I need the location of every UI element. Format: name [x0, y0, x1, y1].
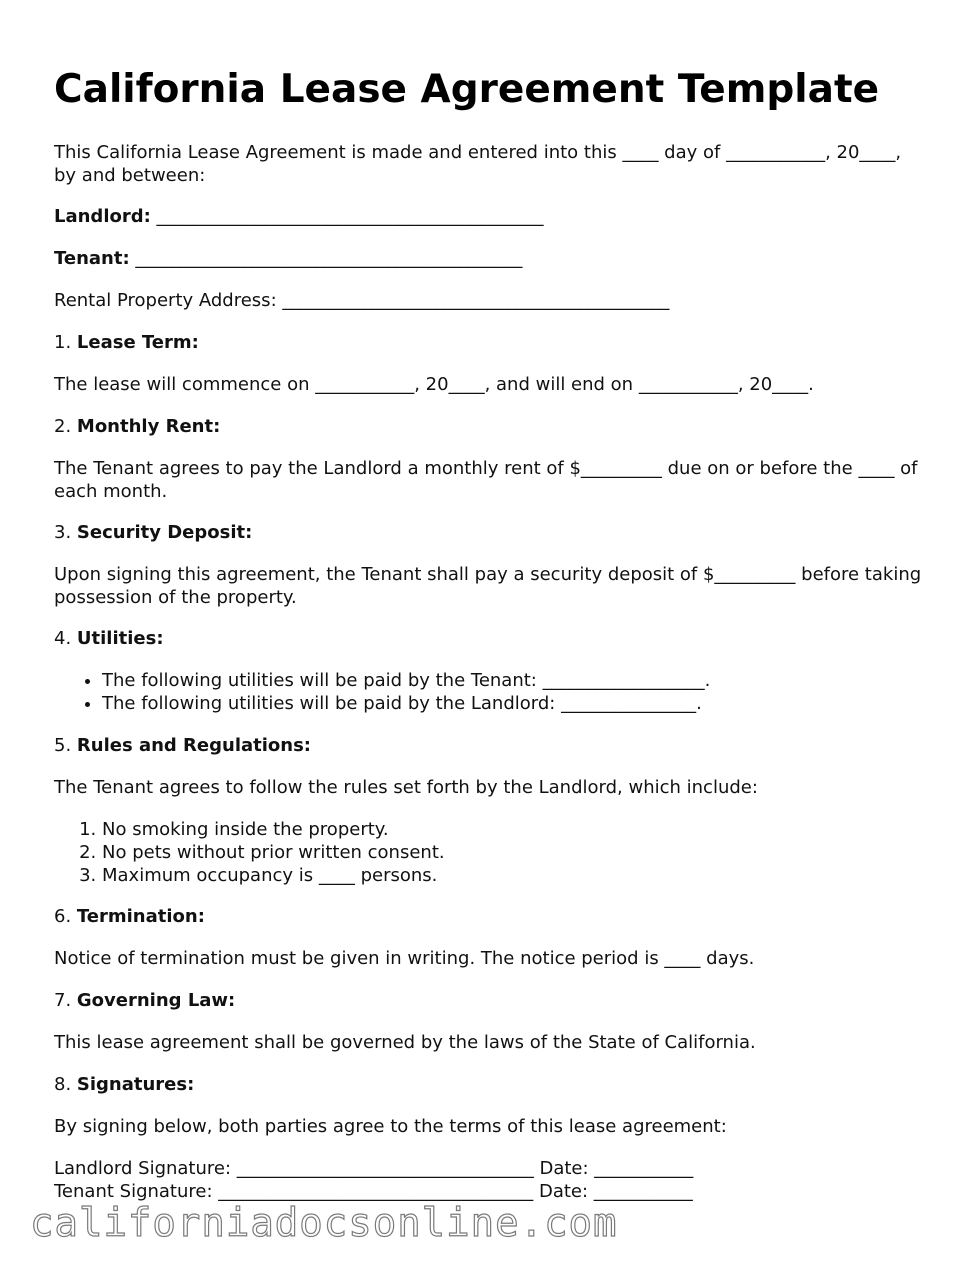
section-number: 1.	[54, 332, 77, 353]
section-heading-lease-term	[54, 331, 924, 354]
document-title: California Lease Agreement Template	[54, 67, 880, 112]
section-title: Governing Law:	[76, 990, 236, 1011]
watermark: californiadocsonline.com	[30, 1201, 618, 1246]
section-heading-rules	[54, 734, 924, 757]
section-title: Lease Term:	[76, 332, 199, 353]
landlord-line	[54, 205, 924, 228]
tenant-line	[54, 247, 924, 270]
utilities-list	[54, 669, 922, 715]
section-heading-termination	[54, 905, 924, 928]
monthly-rent-text: The Tenant agrees to pay the Landlord a monthly rent of $_________ due on or before the ____ of each month.	[54, 458, 918, 502]
governing-law-text: This lease agreement shall be governed by the laws of the State of California.	[54, 1032, 756, 1053]
section-heading-utilities	[54, 627, 924, 650]
section-title: Signatures:	[76, 1074, 195, 1095]
section-number: 5.	[54, 735, 77, 756]
termination-text: Notice of termination must be given in writing. The notice period is ____ days.	[54, 948, 755, 969]
list-item: 3. Maximum occupancy is ____ persons.	[102, 864, 922, 887]
section-title: Security Deposit:	[76, 522, 253, 543]
section-number: 8.	[54, 1074, 77, 1095]
list-item: 2. No pets without prior written consent.	[102, 841, 922, 864]
tenant-blank: ___________________________________________	[129, 248, 523, 269]
intro-paragraph: This California Lease Agreement is made and entered into this ____ day of ___________, 20____, by and between:	[54, 142, 902, 186]
property-address-line: Rental Property Address: ___________________________________________	[54, 290, 670, 311]
section-number: 3.	[54, 522, 77, 543]
section-heading-monthly-rent	[54, 415, 924, 438]
list-item: • The following utilities will be paid by the Landlord: _______________.	[102, 692, 922, 715]
section-number: 6.	[54, 906, 77, 927]
tenant-signature-line: Tenant Signature: ___________________________________ Date: ___________	[54, 1181, 693, 1202]
section-title: Monthly Rent:	[76, 416, 221, 437]
section-number: 2.	[54, 416, 77, 437]
section-heading-signatures	[54, 1073, 924, 1096]
lease-term-text: The lease will commence on ___________, 20____, and will end on ___________, 20____.	[54, 374, 814, 395]
security-deposit-text: Upon signing this agreement, the Tenant shall pay a security deposit of $_________ before taking possession of the property.	[54, 564, 922, 608]
list-item: • The following utilities will be paid by the Tenant: __________________.	[102, 669, 922, 692]
rules-list	[54, 818, 922, 887]
rules-text: The Tenant agrees to follow the rules set forth by the Landlord, which include:	[54, 777, 758, 798]
landlord-label: Landlord:	[54, 206, 151, 227]
landlord-blank: ___________________________________________	[150, 206, 544, 227]
section-number: 4.	[54, 628, 77, 649]
section-heading-governing-law	[54, 989, 924, 1012]
list-item: 1. No smoking inside the property.	[102, 818, 922, 841]
signatures-text: By signing below, both parties agree to the terms of this lease agreement:	[54, 1116, 727, 1137]
tenant-label: Tenant:	[54, 248, 130, 269]
section-number: 7.	[54, 990, 77, 1011]
section-title: Utilities:	[76, 628, 164, 649]
landlord-signature-line: Landlord Signature: _________________________________ Date: ___________	[54, 1158, 694, 1179]
section-heading-security-deposit	[54, 521, 924, 544]
section-title: Termination:	[76, 906, 205, 927]
section-title: Rules and Regulations:	[76, 735, 312, 756]
